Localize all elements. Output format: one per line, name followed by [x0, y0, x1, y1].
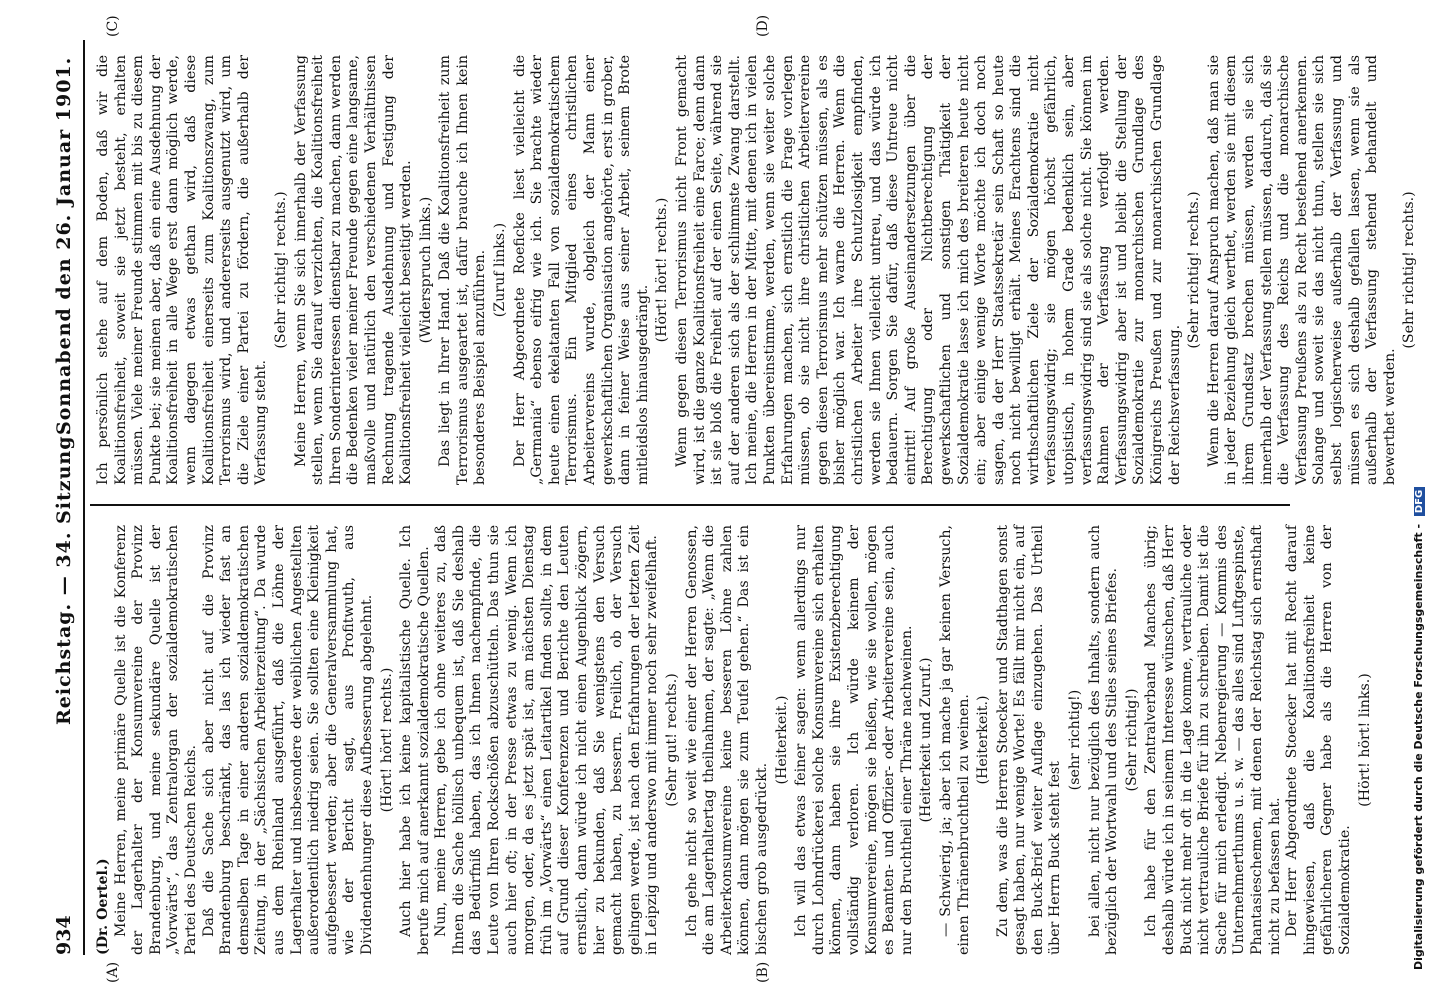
interjection: (Heiterkeit.): [773, 695, 790, 785]
interjection: (Hört! hört! rechts.): [654, 197, 671, 343]
session-title: Reichstag. — 34. Sitzung.: [53, 427, 75, 725]
dfg-logo: DFG: [1414, 487, 1425, 516]
paragraph: Daß die Sache sich aber nicht auf die Provinz Brandenburg beschränkt, das las ich wieder fast an demselben Tage in einer anderen sozialdemokratischen Zeitung, in der „Sächsischen Arbeiterzeitung“. Da wurde aus dem Rheinland ausgeführt, daß die Löhne der Lagerhalter und insbesondere der weiblichen Angestellten außerordentlich niedrig seien. Sie sollten eine Kleinigkeit aufgebessert werden; aber die Generalversammlung hat, wie der Bericht sagt, aus Profitwuth, aus Dividendenhunger diese Aufbesserung abgelehnt.: [200, 525, 375, 955]
header-rule: [83, 40, 85, 955]
interjection: (Zuruf links.): [492, 222, 509, 318]
paragraph: Das liegt in Ihrer Hand. Daß die Koalitionsfreiheit zum Terrorismus ausgeartet ist, dafür brauche ich Ihnen kein besonderes Beispiel anzuführen.: [437, 55, 489, 485]
margin-mark-d: (D): [755, 14, 771, 37]
paragraph: — Schwierig, ja; aber ich mache ja gar keinen Versuch, einen Thränenbruchtheil zu weinen.: [937, 525, 972, 955]
right-column: [95, 55, 1418, 485]
paragraph: Auch hier habe ich keine kapitalistische Quelle. Ich berufe mich auf anerkannt sozialdemokratische Quellen.: [398, 525, 432, 955]
paragraph: Zu dem, was die Herren Stoecker und Stadthagen sonst gesagt haben, nur wenige Worte! Es fällt mir nicht ein, auf den Buck-Brief weiter Auflage einzugehen. Das Urtheil über Herrn Buck steht fest: [994, 525, 1064, 955]
digitization-note: Digitalisierung gefördert durch die Deutsche Forschungsgemeinschaft -: [1412, 523, 1425, 970]
left-column: [95, 525, 1373, 955]
interjection: (Sehr richtig! rechts.): [272, 191, 289, 349]
paragraph: Ich habe für den Zentralverband Manches übrig; deshalb würde ich in seinem Interesse wünschen, daß Herr Buck nicht mehr oft in die Lage komme, vertrauliche oder nicht vertrauliche Briefe für ihn zu schreiben. Damit ist die Sache für mich erledigt. Nebenregierung — Kommis des Unternehmerthums u. s. w. — das alles sind Luftgespinste, Phantasieschemen, mit denen der Reichstag sich ernsthaft nicht zu befassen hat.: [1143, 525, 1283, 955]
paragraph: Ich will das etwas feiner sagen: wenn allerdings nur durch Lohndrückerei solche Konsumvereine sich erhalten können, dann haben sie ihre Existenzberechtigung vollständig verloren. Ich würde keinem der Konsumvereine, mögen sie heißen, wie sie wollen, mögen es Beamten- und Offizier- oder Arbeitervereine sein, auch nur den Bruchtheil einer Thräne nachweinen.: [793, 525, 915, 955]
paragraph: Meine Herren, wenn Sie sich innerhalb der Verfassung stellen, wenn Sie darauf verzichten, die Koalitionsfreiheit Ihren Sonderinteressen dienstbar zu machen, dann werden die Bedenken vieler meiner Freunde gegen eine langsame, maßvolle und natürlich den verschiedenen Verhältnissen Rechnung tragende Ausdehnung und Festigung der Koalitionsfreiheit vielleicht beseitigt werden.: [292, 55, 415, 485]
interjection: (Sehr richtig!): [1123, 688, 1140, 792]
paragraph: Ich persönlich stehe auf dem Boden, daß wir die Koalitionsfreiheit, soweit sie jetzt besteht, erhalten müssen. Viele meiner Freunde stimmen mit bis zu diesem Punkte bei; sie meinen aber, daß ein eine Ausdehnung der Koalitionsfreiheit in alle Wege erst dann möglich werde, wenn dagegen etwas gethan wird, daß diese Koalitionsfreiheit einerseits zum Koalitionszwang, zum Terrorismus wird, und andererseits ausgenutzt wird, um die Ziele einer Partei zu fördern, die außerhalb der Verfassung steht.: [95, 55, 270, 485]
margin-mark-c: (C): [105, 15, 121, 37]
interjection: (Sehr richtig! rechts.): [1186, 191, 1203, 349]
page-header: [45, 40, 85, 955]
paragraph: Der Herr Abgeordnete Roeficke liest vielleicht die „Germania“ ebenso eifrig wie ich. Sie brachte wieder heute einen ekelatanten Fall von sozialdemokratischem Terrorismus. Ein Mitglied eines christlichen Arbeitervereins wurde, obgleich der Mann einer gewerkschaftlichen Organisation angehörte, erst in grober, dann in feiner Weise aus seiner Arbeit, seinem Brote mitleidslos hinausgedrängt.: [511, 55, 651, 485]
paragraph: Ich gehe nicht so weit wie einer der Herren Genossen, die am Lagerhaltertag theilnahmen, der sagte: „Wenn die Arbeiterkonsumvereine keine besseren Löhne zahlen können, dann mögen sie zum Teufel gehen.“ Das ist ein bischen grob ausgedrückt.: [683, 525, 770, 955]
margin-mark-a: (A): [105, 961, 121, 983]
session-date: Sonnabend den 26. Januar 1901.: [53, 56, 75, 435]
speaker-name: (Dr. Oertel.): [95, 858, 111, 955]
interjection: (Heiterkeit und Zuruf.): [918, 657, 935, 823]
paragraph: Meine Herren, meine primäre Quelle ist die Konferenz der Lagerhalter der Konsumvereine der Provinz Brandenburg, und meine sekundäre Quelle ist der „Vorwärts“, das Zentralorgan der sozialdemokratischen Partei des Deutschen Reichs.: [112, 525, 199, 955]
paragraph: Der Herr Abgeordnete Stoecker hat mit Recht darauf hingewiesen, daß die Koalitionsfreiheit keine gefährlicheren Gegner habe als die Herren von der Sozialdemokratie.: [1284, 525, 1353, 955]
paragraph: Wenn gegen diesen Terrorismus nicht Front gemacht wird, ist die ganze Koalitionsfreiheit eine Farce; denn dann ist sie bloß die Freiheit auf der einen Seite, während sie auf der anderen sich als der schlimmste Zwang darstellt. Ich meine, die Herren in der Mitte, mit denen ich in vielen Punkten übereinstimme, werden, wenn sie weiter solche Erfahrungen machen, sich ernstlich die Frage vorlegen müssen, ob sie nicht ihre christlichen Arbeitervereine gegen diesen Terrorismus mehr schützen müssen, als es bisher möglich war. Ich warne die Herren. Wenn die christlichen Arbeiter ihre Schutzlosigkeit empfinden, werden sie Ihnen vielleicht untreu, und das würde ich bedauern. Sorgen Sie dafür, daß diese Untreue nicht eintritt! Auf große Auseinandersetzungen über die Berechtigung oder Nichtberechtigung der gewerkschaftlichen und sonstigen Thätigkeit der Sozialdemokratie lasse ich mich des breiteren heute nicht ein; aber einige wenige Worte möchte ich doch noch sagen, da der Herr Staatssekretär sein Schaft so heute noch nicht bewilligt erhält. Meines Erachtens sind die wirthschaftlichen Ziele der Sozialdemokratie nicht verfassungswidrig; sie mögen höchst gefährlich, utopistisch, in hohem Grade bedenklich sein, aber verfassungswidrig sind sie als solche nicht. Sie können im Rahmen der Verfassung verfolgt werden. Verfassungswidrig aber ist und bleibt die Stellung der Sozialdemokratie zur monarchischen Grundlage des Königreichs Preußen und zur monarchischen Grundlage der Reichsverfassung.: [674, 55, 1183, 485]
paragraph: Nun, meine Herren, gebe ich ohne weiteres zu, daß Ihnen die Sache höllisch unbequem ist, daß Sie deshalb das Bedürfniß haben, das ich Ihnen nachempfinde, die Leute von Ihren Rockschößen abzuschütteln. Das thun sie auch hier oft; in der Presse etwas zu wenig. Wenn ich morgen, oder, da es jetzt spät ist, am nächsten Dienstag früh im „Vorwärts“ einen Leitartikel finden sollte, in dem auf Grund dieser Konferenzen und Berichte den Leuten ernstlich, dann würde ich nicht einen Augenblick zögern, hier zu bekunden, daß Sie wenigstens den Versuch gemacht haben, zu bessern. Freilich, ob der Versuch gelingen werde, ist nach den Erfahrungen der letzten Zeit in Leipzig und anderswo mit immer noch sehr zweifelhaft.: [433, 525, 661, 955]
paragraph: Wenn die Herren darauf Anspruch machen, daß man sie in jeder Beziehung gleich werthet, werden sie mit diesem ihrem Grundsatz brechen müssen, werden sie sich innerhalb der Verfassung stellen müssen, dadurch, daß sie die Verfassung des Reichs und die monarchische Verfassung Preußens als zu Recht bestehend anerkennen. Solange und soweit sie das nicht thun, stellen sie sich selbst logischerweise außerhalb der Verfassung und müssen es sich deshalb gefallen lassen, wenn sie als außerhalb der Verfassung stehend behandelt und bewerthet werden.: [1205, 55, 1398, 485]
page-number: 934: [53, 915, 75, 955]
digitization-sidebar: [1412, 10, 1430, 990]
interjection: (Sehr gut! rechts.): [664, 673, 680, 807]
interjection: (Hört! hört! links.): [1356, 673, 1373, 807]
interjection: (Hört! hört! rechts.): [378, 667, 395, 813]
rotated-page: [45, 14, 1418, 983]
interjection: (Heiterkeit.): [975, 695, 992, 785]
interjection: (Sehr richtig! rechts.): [1401, 191, 1418, 349]
interjection: (Widerspruch links.): [417, 196, 434, 344]
interjection: (sehr richtig!): [1067, 689, 1084, 791]
paragraph: bei allen, nicht nur bezüglich des Inhalts, sondern auch bezüglich der Wortwahl und des Stiles seines Briefes.: [1086, 525, 1121, 955]
column-divider: [90, 504, 1290, 506]
margin-mark-b: (B): [755, 961, 771, 983]
